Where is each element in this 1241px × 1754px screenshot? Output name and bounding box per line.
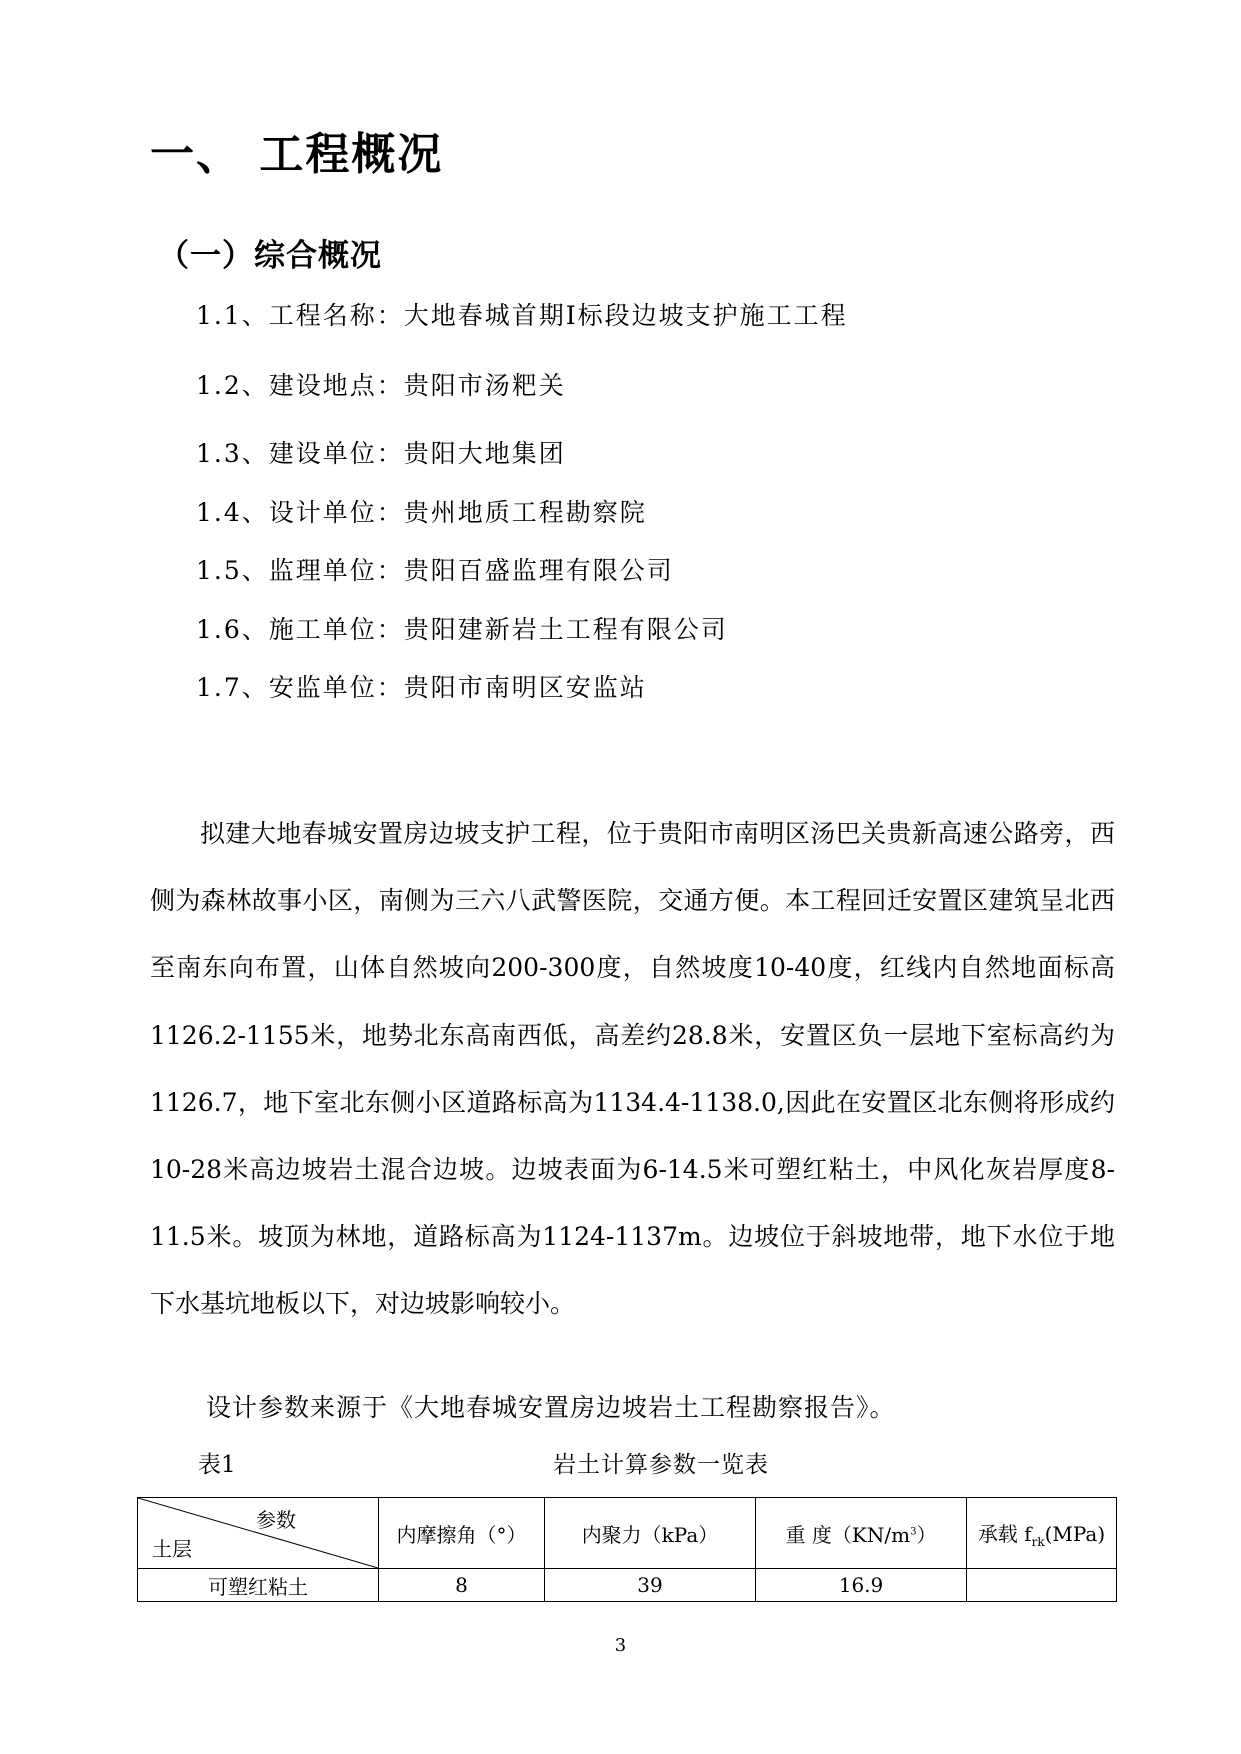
info-item-designer: 1.4、设计单位：贵州地质工程勘察院 — [196, 498, 647, 527]
overview-paragraph: 拟建大地春城安置房边坡支护工程，位于贵阳市南明区汤巴关贵新高速公路旁，西侧为森林故事小区，南侧为三六八武警医院，交通方便。本工程回迁安置区建筑呈北西至南东向布置，山体自然坡向200-300度，自然坡度10-40度，红线内自然地面标高1126.2-1155米，地势北东高南西低，高差约28.8米，安置区负一层地下室标高约为1126.7，地下室北东侧小区道路标高为1134.4-1138.0,因此在安置区北东侧将形成约10-28米高边坡岩土混合边坡。边坡表面为6-14.5米可塑红粘土，中风化灰岩厚度8-11.5米。坡顶为林地，道路标高为1124-1137m。边坡位于斜坡地带，地下水位于地下水基坑地板以下，对边坡影响较小。 — [150, 819, 1115, 1319]
info-item-contractor: 1.6、施工单位：贵阳建新岩土工程有限公司 — [196, 615, 728, 644]
corner-label-layer: 土层 — [152, 1537, 192, 1561]
source-note: 设计参数来源于《大地春城安置房边坡岩土工程勘察报告》。 — [206, 1393, 896, 1422]
table-header-row — [138, 1498, 1117, 1569]
cell-layer: 可塑红粘土 — [138, 1569, 379, 1602]
section-heading: （一）综合概况 — [158, 238, 382, 274]
page-number: 3 — [614, 1635, 627, 1656]
table-row — [138, 1569, 1117, 1602]
info-item-location: 1.2、建设地点：贵阳市汤粑关 — [196, 371, 566, 400]
info-item-owner: 1.3、建设单位：贵阳大地集团 — [196, 439, 566, 468]
table-title: 岩土计算参数一览表 — [553, 1452, 769, 1478]
cell-weight: 16.9 — [756, 1569, 967, 1602]
header-cohesion: 内聚力（kPa） — [545, 1498, 756, 1569]
info-item-safety: 1.7、安监单位：贵阳市南明区安监站 — [196, 673, 647, 702]
header-friction-angle: 内摩擦角（°） — [379, 1498, 545, 1569]
table-number: 表1 — [198, 1452, 236, 1478]
cell-bearing — [967, 1569, 1117, 1602]
table-corner-cell — [138, 1498, 379, 1569]
page-heading: 一、 工程概况 — [150, 129, 444, 180]
cell-friction: 8 — [379, 1569, 545, 1602]
corner-label-parameter: 参数 — [256, 1508, 296, 1532]
info-item-supervisor: 1.5、监理单位：贵阳百盛监理有限公司 — [196, 556, 674, 585]
cell-cohesion: 39 — [545, 1569, 756, 1602]
info-item-project-name: 1.1、工程名称：大地春城首期Ⅰ标段边坡支护施工工程 — [196, 301, 848, 330]
header-unit-weight: 重 度$(KN/m^3)$ — [756, 1498, 967, 1569]
parameter-table — [137, 1497, 1117, 1602]
header-bearing: 承载 $f_{rk}(MPa)$ — [967, 1498, 1117, 1569]
